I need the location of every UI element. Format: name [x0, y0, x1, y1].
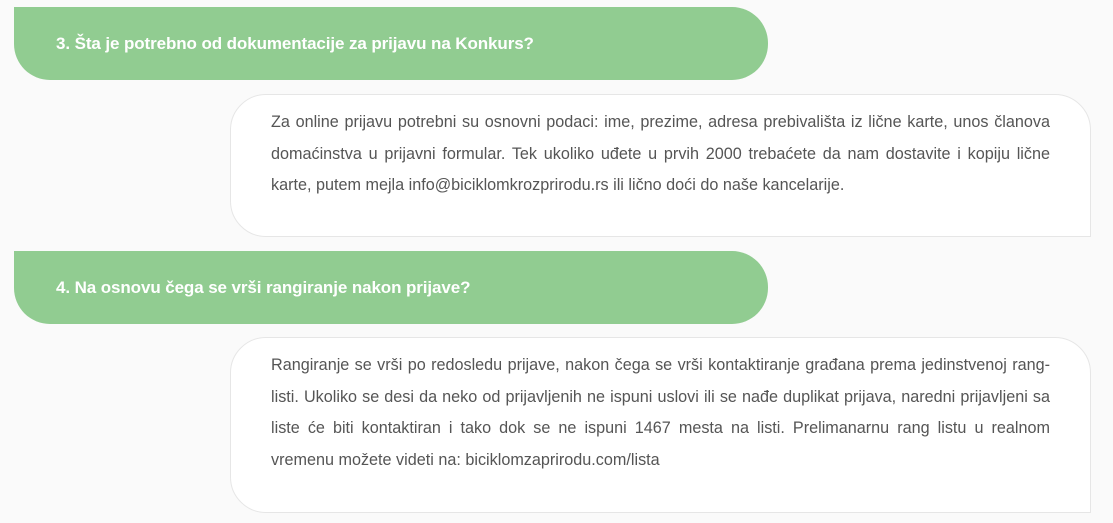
faq-question-3[interactable]: [14, 7, 768, 80]
faq-question-4[interactable]: [14, 251, 768, 324]
faq-question-4-label: 4. Na osnovu čega se vrši rangiranje nakon prijave?: [56, 277, 471, 297]
faq-answer-4: [230, 337, 1091, 513]
faq-answer-3-text: Za online prijavu potrebni su osnovni podaci: ime, prezime, adresa prebivališta iz lične karte, unos članova domaćinstva u prijavni formular. Tek ukoliko uđete u prvih 2000 trebaćete da nam dostavite i kopiju lične karte, putem mejla info@biciklomkrozprirodu.rs ili lično doći do naše kancelarije.: [271, 113, 1050, 194]
faq-question-3-label: 3. Šta je potrebno od dokumentacije za prijavu na Konkurs?: [56, 33, 534, 53]
faq-answer-3: [230, 94, 1091, 237]
faq-answer-4-text: Rangiranje se vrši po redosledu prijave, nakon čega se vrši kontaktiranje građana prema jedinstvenoj rang- listi. Ukoliko se desi da neko od prijavljenih ne ispuni uslovi ili se nađe duplikat prijava, naredni prijavljeni sa liste će biti kontaktiran i tako dok se ne ispuni 1467 mesta na listi. Prelimanarnu rang listu u realnom vremenu možete videti na: biciklomzaprirodu.com/lista: [271, 356, 1050, 469]
